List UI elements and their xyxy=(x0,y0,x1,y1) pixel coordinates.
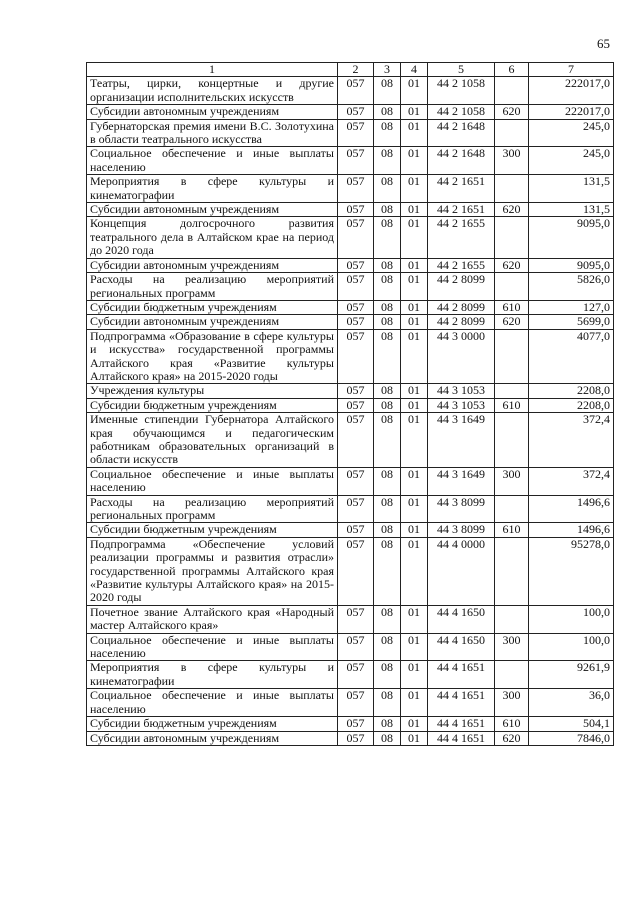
cell-name: Субсидии автономным учреждениям xyxy=(87,258,338,272)
cell-section-code: 08 xyxy=(374,105,401,119)
cell-expense-type xyxy=(495,329,529,384)
cell-section-code: 08 xyxy=(374,523,401,537)
cell-ministry-code: 057 xyxy=(338,329,374,384)
header-col-6: 6 xyxy=(495,63,529,77)
table-row xyxy=(87,633,614,661)
cell-name: Именные стипендии Губернатора Алтайского края обучающимся и педагогическим работникам образовательных организаций в области искусств xyxy=(87,413,338,468)
cell-subsection-code: 01 xyxy=(401,217,428,258)
cell-expense-type: 610 xyxy=(495,523,529,537)
cell-section-code: 08 xyxy=(374,398,401,412)
cell-amount: 222017,0 xyxy=(529,77,614,105)
cell-amount: 2208,0 xyxy=(529,398,614,412)
budget-table xyxy=(86,62,614,746)
table-row xyxy=(87,105,614,119)
header-row xyxy=(87,63,614,77)
cell-amount: 131,5 xyxy=(529,203,614,217)
cell-ministry-code: 057 xyxy=(338,467,374,495)
cell-name: Учреждения культуры xyxy=(87,384,338,398)
cell-ministry-code: 057 xyxy=(338,523,374,537)
table-row xyxy=(87,605,614,633)
cell-expense-type: 300 xyxy=(495,147,529,175)
cell-name: Субсидии бюджетным учреждениям xyxy=(87,300,338,314)
cell-name: Социальное обеспечение и иные выплаты населению xyxy=(87,689,338,717)
cell-section-code: 08 xyxy=(374,273,401,301)
cell-name: Почетное звание Алтайского края «Народный мастер Алтайского края» xyxy=(87,605,338,633)
cell-subsection-code: 01 xyxy=(401,689,428,717)
cell-expense-type xyxy=(495,77,529,105)
cell-section-code: 08 xyxy=(374,537,401,605)
cell-section-code: 08 xyxy=(374,413,401,468)
cell-amount: 9261,9 xyxy=(529,661,614,689)
cell-amount: 5699,0 xyxy=(529,315,614,329)
cell-expense-type: 620 xyxy=(495,258,529,272)
header-col-1: 1 xyxy=(87,63,338,77)
table-body xyxy=(87,77,614,746)
cell-subsection-code: 01 xyxy=(401,384,428,398)
table-row xyxy=(87,77,614,105)
cell-expense-type: 620 xyxy=(495,731,529,745)
cell-subsection-code: 01 xyxy=(401,413,428,468)
cell-name: Театры, цирки, концертные и другие организации исполнительских искусств xyxy=(87,77,338,105)
cell-amount: 100,0 xyxy=(529,633,614,661)
header-col-4: 4 xyxy=(401,63,428,77)
cell-subsection-code: 01 xyxy=(401,633,428,661)
cell-target-article: 44 2 1651 xyxy=(428,175,495,203)
cell-name: Расходы на реализацию мероприятий региональных программ xyxy=(87,495,338,523)
table-row xyxy=(87,537,614,605)
cell-subsection-code: 01 xyxy=(401,203,428,217)
cell-amount: 131,5 xyxy=(529,175,614,203)
cell-expense-type: 620 xyxy=(495,203,529,217)
cell-subsection-code: 01 xyxy=(401,523,428,537)
cell-expense-type: 620 xyxy=(495,315,529,329)
cell-expense-type xyxy=(495,661,529,689)
cell-name: Социальное обеспечение и иные выплаты населению xyxy=(87,147,338,175)
cell-amount: 9095,0 xyxy=(529,217,614,258)
cell-subsection-code: 01 xyxy=(401,495,428,523)
cell-subsection-code: 01 xyxy=(401,537,428,605)
cell-section-code: 08 xyxy=(374,717,401,731)
cell-subsection-code: 01 xyxy=(401,273,428,301)
cell-target-article: 44 3 1649 xyxy=(428,467,495,495)
cell-subsection-code: 01 xyxy=(401,315,428,329)
cell-target-article: 44 4 1651 xyxy=(428,661,495,689)
table-row xyxy=(87,661,614,689)
cell-subsection-code: 01 xyxy=(401,258,428,272)
cell-target-article: 44 4 1650 xyxy=(428,605,495,633)
cell-ministry-code: 057 xyxy=(338,147,374,175)
cell-subsection-code: 01 xyxy=(401,398,428,412)
cell-amount: 5826,0 xyxy=(529,273,614,301)
cell-section-code: 08 xyxy=(374,633,401,661)
cell-name: Мероприятия в сфере культуры и кинематографии xyxy=(87,175,338,203)
cell-section-code: 08 xyxy=(374,661,401,689)
cell-target-article: 44 2 1058 xyxy=(428,77,495,105)
cell-expense-type: 300 xyxy=(495,633,529,661)
cell-section-code: 08 xyxy=(374,315,401,329)
cell-ministry-code: 057 xyxy=(338,717,374,731)
header-col-3: 3 xyxy=(374,63,401,77)
cell-amount: 7846,0 xyxy=(529,731,614,745)
cell-expense-type xyxy=(495,605,529,633)
cell-subsection-code: 01 xyxy=(401,300,428,314)
cell-target-article: 44 4 1650 xyxy=(428,633,495,661)
cell-expense-type xyxy=(495,495,529,523)
cell-amount: 1496,6 xyxy=(529,495,614,523)
cell-expense-type xyxy=(495,384,529,398)
cell-target-article: 44 2 8099 xyxy=(428,300,495,314)
cell-subsection-code: 01 xyxy=(401,175,428,203)
cell-target-article: 44 3 8099 xyxy=(428,495,495,523)
cell-target-article: 44 3 1053 xyxy=(428,398,495,412)
cell-target-article: 44 2 1648 xyxy=(428,147,495,175)
cell-expense-type xyxy=(495,413,529,468)
cell-target-article: 44 4 1651 xyxy=(428,689,495,717)
cell-name: Субсидии автономным учреждениям xyxy=(87,731,338,745)
cell-expense-type: 620 xyxy=(495,105,529,119)
cell-ministry-code: 057 xyxy=(338,495,374,523)
cell-section-code: 08 xyxy=(374,119,401,147)
table-row xyxy=(87,119,614,147)
cell-ministry-code: 057 xyxy=(338,77,374,105)
table-row xyxy=(87,329,614,384)
cell-subsection-code: 01 xyxy=(401,717,428,731)
cell-name: Субсидии бюджетным учреждениям xyxy=(87,523,338,537)
cell-section-code: 08 xyxy=(374,258,401,272)
cell-subsection-code: 01 xyxy=(401,467,428,495)
cell-expense-type: 610 xyxy=(495,300,529,314)
cell-ministry-code: 057 xyxy=(338,258,374,272)
cell-name: Губернаторская премия имени В.С. Золотухина в области театрального искусства xyxy=(87,119,338,147)
cell-section-code: 08 xyxy=(374,495,401,523)
cell-section-code: 08 xyxy=(374,731,401,745)
cell-section-code: 08 xyxy=(374,217,401,258)
cell-name: Подпрограмма «Обеспечение условий реализации программы и развития отрасли» государственной программы Алтайского края «Развитие культуры Алтайского края» на 2015-2020 годы xyxy=(87,537,338,605)
cell-name: Концепция долгосрочного развития театрального дела в Алтайском крае на период до 2020 года xyxy=(87,217,338,258)
cell-amount: 2208,0 xyxy=(529,384,614,398)
cell-subsection-code: 01 xyxy=(401,77,428,105)
cell-section-code: 08 xyxy=(374,300,401,314)
table-row xyxy=(87,717,614,731)
cell-ministry-code: 057 xyxy=(338,689,374,717)
table-row xyxy=(87,495,614,523)
cell-ministry-code: 057 xyxy=(338,605,374,633)
cell-name: Расходы на реализацию мероприятий региональных программ xyxy=(87,273,338,301)
cell-amount: 127,0 xyxy=(529,300,614,314)
cell-amount: 9095,0 xyxy=(529,258,614,272)
cell-ministry-code: 057 xyxy=(338,217,374,258)
cell-amount: 100,0 xyxy=(529,605,614,633)
cell-expense-type xyxy=(495,217,529,258)
cell-target-article: 44 3 1053 xyxy=(428,384,495,398)
cell-name: Подпрограмма «Образование в сфере культуры и искусства» государственной программы Алтайского края «Развитие культуры Алтайского края» на 2015-2020 годы xyxy=(87,329,338,384)
cell-name: Мероприятия в сфере культуры и кинематографии xyxy=(87,661,338,689)
table-row xyxy=(87,384,614,398)
cell-target-article: 44 2 8099 xyxy=(428,273,495,301)
cell-expense-type: 300 xyxy=(495,689,529,717)
cell-expense-type: 300 xyxy=(495,467,529,495)
table-row xyxy=(87,731,614,745)
cell-amount: 372,4 xyxy=(529,467,614,495)
cell-expense-type xyxy=(495,175,529,203)
header-col-5: 5 xyxy=(428,63,495,77)
cell-name: Субсидии автономным учреждениям xyxy=(87,203,338,217)
cell-name: Субсидии бюджетным учреждениям xyxy=(87,398,338,412)
cell-target-article: 44 4 0000 xyxy=(428,537,495,605)
header-col-7: 7 xyxy=(529,63,614,77)
cell-ministry-code: 057 xyxy=(338,731,374,745)
cell-section-code: 08 xyxy=(374,77,401,105)
cell-target-article: 44 3 0000 xyxy=(428,329,495,384)
table-row xyxy=(87,300,614,314)
cell-expense-type: 610 xyxy=(495,717,529,731)
cell-amount: 4077,0 xyxy=(529,329,614,384)
table-row xyxy=(87,315,614,329)
cell-subsection-code: 01 xyxy=(401,329,428,384)
cell-target-article: 44 2 1651 xyxy=(428,203,495,217)
cell-name: Субсидии бюджетным учреждениям xyxy=(87,717,338,731)
cell-subsection-code: 01 xyxy=(401,119,428,147)
cell-target-article: 44 2 1655 xyxy=(428,217,495,258)
table-row xyxy=(87,258,614,272)
cell-ministry-code: 057 xyxy=(338,105,374,119)
cell-name: Субсидии автономным учреждениям xyxy=(87,315,338,329)
cell-subsection-code: 01 xyxy=(401,731,428,745)
cell-section-code: 08 xyxy=(374,467,401,495)
page-number: 65 xyxy=(597,36,610,51)
cell-target-article: 44 4 1651 xyxy=(428,731,495,745)
cell-amount: 372,4 xyxy=(529,413,614,468)
cell-expense-type xyxy=(495,537,529,605)
cell-amount: 1496,6 xyxy=(529,523,614,537)
cell-amount: 245,0 xyxy=(529,119,614,147)
cell-ministry-code: 057 xyxy=(338,537,374,605)
cell-ministry-code: 057 xyxy=(338,175,374,203)
cell-ministry-code: 057 xyxy=(338,384,374,398)
cell-target-article: 44 3 1649 xyxy=(428,413,495,468)
table-row xyxy=(87,689,614,717)
table-row xyxy=(87,203,614,217)
table-row xyxy=(87,398,614,412)
table-row xyxy=(87,273,614,301)
cell-ministry-code: 057 xyxy=(338,315,374,329)
cell-ministry-code: 057 xyxy=(338,273,374,301)
cell-expense-type: 610 xyxy=(495,398,529,412)
cell-amount: 95278,0 xyxy=(529,537,614,605)
cell-ministry-code: 057 xyxy=(338,119,374,147)
cell-section-code: 08 xyxy=(374,147,401,175)
cell-name: Социальное обеспечение и иные выплаты населению xyxy=(87,467,338,495)
cell-name: Субсидии автономным учреждениям xyxy=(87,105,338,119)
cell-amount: 504,1 xyxy=(529,717,614,731)
cell-section-code: 08 xyxy=(374,384,401,398)
cell-ministry-code: 057 xyxy=(338,661,374,689)
cell-target-article: 44 2 1655 xyxy=(428,258,495,272)
cell-subsection-code: 01 xyxy=(401,605,428,633)
cell-amount: 245,0 xyxy=(529,147,614,175)
cell-section-code: 08 xyxy=(374,175,401,203)
table-row xyxy=(87,467,614,495)
cell-amount: 222017,0 xyxy=(529,105,614,119)
cell-subsection-code: 01 xyxy=(401,147,428,175)
table-row xyxy=(87,523,614,537)
table-row xyxy=(87,147,614,175)
cell-target-article: 44 2 8099 xyxy=(428,315,495,329)
cell-ministry-code: 057 xyxy=(338,633,374,661)
cell-expense-type xyxy=(495,119,529,147)
cell-ministry-code: 057 xyxy=(338,413,374,468)
cell-target-article: 44 2 1058 xyxy=(428,105,495,119)
cell-name: Социальное обеспечение и иные выплаты населению xyxy=(87,633,338,661)
cell-target-article: 44 4 1651 xyxy=(428,717,495,731)
cell-section-code: 08 xyxy=(374,203,401,217)
cell-target-article: 44 3 8099 xyxy=(428,523,495,537)
cell-ministry-code: 057 xyxy=(338,300,374,314)
cell-target-article: 44 2 1648 xyxy=(428,119,495,147)
cell-section-code: 08 xyxy=(374,329,401,384)
table-row xyxy=(87,413,614,468)
table-row xyxy=(87,175,614,203)
cell-section-code: 08 xyxy=(374,689,401,717)
cell-subsection-code: 01 xyxy=(401,661,428,689)
table-row xyxy=(87,217,614,258)
cell-ministry-code: 057 xyxy=(338,398,374,412)
cell-subsection-code: 01 xyxy=(401,105,428,119)
cell-section-code: 08 xyxy=(374,605,401,633)
cell-amount: 36,0 xyxy=(529,689,614,717)
header-col-2: 2 xyxy=(338,63,374,77)
cell-expense-type xyxy=(495,273,529,301)
cell-ministry-code: 057 xyxy=(338,203,374,217)
